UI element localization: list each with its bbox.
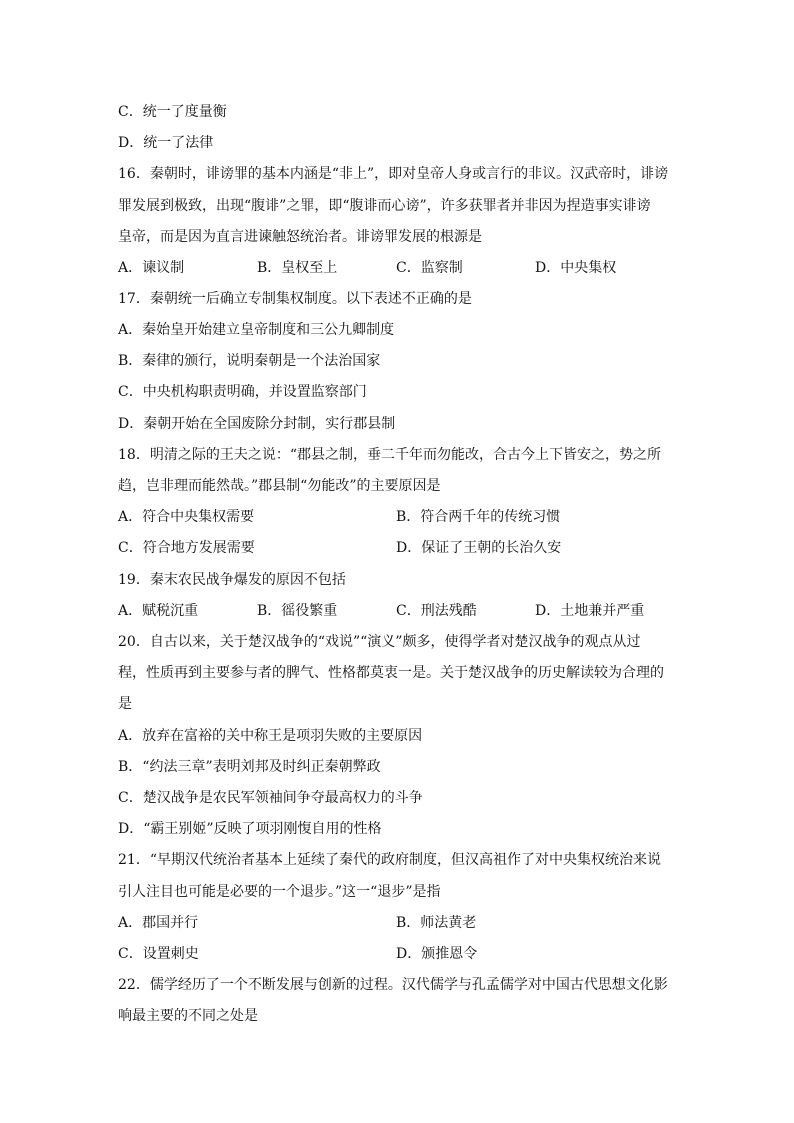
q18-stem-line-1: 18．明清之际的王夫之说：“郡县之制，垂二千年而勿能改，合古今上下皆安之，势之所: [118, 447, 661, 463]
q18-option-a: A．符合中央集权需要: [118, 509, 255, 525]
q20-stem-line-3: 是: [118, 696, 132, 712]
q18-option-c: C．符合地方发展需要: [118, 540, 255, 556]
q19-stem: 19．秦末农民战争爆发的原因不包括: [118, 572, 346, 588]
q17-option-b: B．秦律的颁行，说明秦朝是一个法治国家: [118, 353, 381, 369]
q18-option-d: D．保证了王朝的长治久安: [396, 540, 562, 556]
q19-option-a: A．赋税沉重: [118, 603, 199, 619]
q19-option-c: C．刑法残酷: [396, 603, 477, 619]
q21-option-b: B．师法黄老: [396, 915, 477, 931]
q18-stem-line-2: 趋，岂非理而能然哉。”郡县制“勿能改”的主要原因是: [118, 478, 441, 494]
q20-stem-line-1: 20．自古以来，关于楚汉战争的“戏说”“演义”颇多，使得学者对楚汉战争的观点从过: [118, 634, 641, 650]
q20-option-c: C．楚汉战争是农民军领袖间争夺最高权力的斗争: [118, 790, 423, 806]
q22-stem-line-2: 响最主要的不同之处是: [118, 1008, 258, 1024]
q20-option-d: D．“霸王别姬”反映了项羽刚愎自用的性格: [118, 821, 382, 837]
q19-option-d: D．土地兼并严重: [535, 603, 645, 619]
q17-stem: 17．秦朝统一后确立专制集权制度。以下表述不正确的是: [118, 291, 472, 307]
q20-option-b: B．“约法三章”表明刘邦及时纠正秦朝弊政: [118, 759, 381, 775]
q17-option-a: A．秦始皇开始建立皇帝制度和三公九卿制度: [118, 322, 395, 338]
prev-option-d: D．统一了法律: [118, 135, 214, 151]
q21-option-d: D．颁推恩令: [396, 946, 478, 962]
q16-stem-line-2: 罪发展到极致，出现“腹诽”之罪，即“腹诽而心谤”，许多获罪者并非因为捏造事实诽谤: [118, 198, 651, 214]
q21-option-c: C．设置刺史: [118, 946, 199, 962]
q18-option-b: B．符合两千年的传统习惯: [396, 509, 561, 525]
q17-option-d: D．秦朝开始在全国废除分封制，实行郡县制: [118, 416, 396, 432]
q20-option-a: A．放弃在富裕的关中称王是项羽失败的主要原因: [118, 728, 423, 744]
q21-stem-line-2: 引人注目也可能是必要的一个退步。”这一“退步”是指: [118, 884, 441, 900]
q16-stem-line-1: 16．秦朝时，诽谤罪的基本内涵是“非上”，即对皇帝人身或言行的非议。汉武帝时，诽谤: [118, 166, 669, 182]
q17-option-c: C．中央机构职责明确，并设置监察部门: [118, 384, 367, 400]
q20-stem-line-2: 程，性质再到主要参与者的脾气、性格都莫衷一是。关于楚汉战争的历史解读较为合理的: [118, 665, 664, 681]
q16-option-c: C．监察制: [396, 260, 463, 276]
q22-stem-line-1: 22．儒学经历了一个不断发展与创新的过程。汉代儒学与孔孟儒学对中国古代思想文化影: [118, 977, 668, 993]
q16-option-b: B．皇权至上: [257, 260, 338, 276]
prev-option-c: C．统一了度量衡: [118, 104, 227, 120]
q21-option-a: A．郡国并行: [118, 915, 199, 931]
q16-option-a: A．谏议制: [118, 260, 185, 276]
q16-stem-line-3: 皇帝，而是因为直言进谏触怒统治者。诽谤罪发展的根源是: [118, 229, 482, 245]
q21-stem-line-1: 21．“早期汉代统治者基本上延续了秦代的政府制度，但汉高祖作了对中央集权统治来说: [118, 852, 661, 868]
q19-option-b: B．徭役繁重: [257, 603, 338, 619]
q16-option-d: D．中央集权: [535, 260, 617, 276]
